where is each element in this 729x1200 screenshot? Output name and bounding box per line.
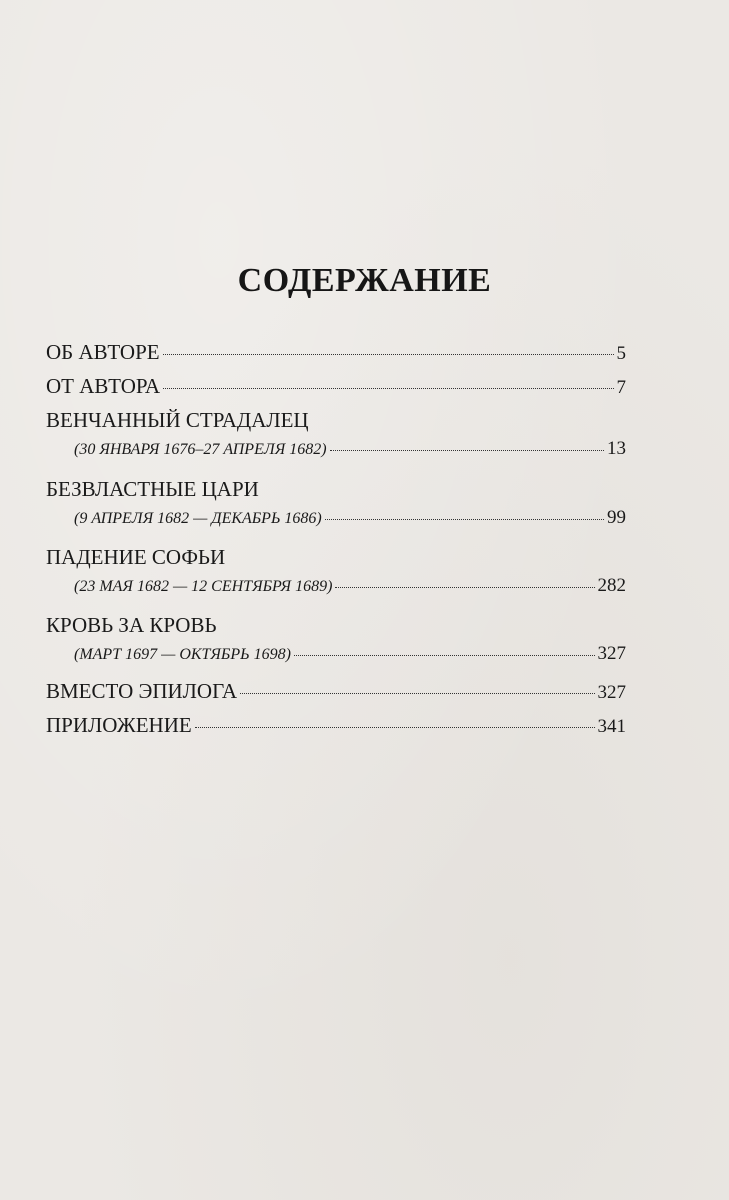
toc-entry-dates: (30 ЯНВАРЯ 1676–27 АПРЕЛЯ 1682) [74,441,327,458]
dot-leader [240,693,594,694]
toc-page-number: 282 [597,575,626,596]
dot-leader [335,587,594,588]
toc-entry [46,438,626,460]
toc-entry [46,713,626,738]
toc-entry [46,679,626,704]
chapter-heading: ВЕНЧАННЫЙ СТРАДАЛЕЦ [46,408,309,432]
dot-leader [325,519,604,520]
toc-entry-label: ПРИЛОЖЕНИЕ [46,713,192,737]
dot-leader [195,727,595,728]
dot-leader [163,388,613,389]
toc-entry [46,374,626,399]
toc-entry-dates: (9 АПРЕЛЯ 1682 — ДЕКАБРЬ 1686) [74,510,322,527]
toc-entry-label: ОТ АВТОРА [46,374,161,398]
toc-entry [46,643,626,665]
dot-leader [330,450,604,451]
toc-entry-label: ВМЕСТО ЭПИЛОГА [46,679,238,703]
dot-leader [163,354,614,355]
table-of-contents [46,0,626,1200]
toc-page-number: 13 [607,438,626,459]
toc-entry-dates: (23 МАЯ 1682 — 12 СЕНТЯБРЯ 1689) [74,578,333,595]
toc-entry [46,340,626,365]
chapter-heading: БЕЗВЛАСТНЫЕ ЦАРИ [46,477,259,501]
toc-page-number: 5 [616,343,626,364]
toc-page-number: 99 [607,507,626,528]
chapter-heading: КРОВЬ ЗА КРОВЬ [46,613,217,637]
toc-entry-dates: (МАРТ 1697 — ОКТЯБРЬ 1698) [74,646,291,663]
chapter-heading: ПАДЕНИЕ СОФЬИ [46,545,226,569]
toc-page-number: 341 [597,716,626,737]
page-title: СОДЕРЖАНИЕ [237,262,492,299]
toc-entry [46,575,626,597]
toc-entry-label: ОБ АВТОРЕ [46,340,160,364]
dot-leader [294,655,595,656]
toc-page-number: 327 [597,643,626,664]
toc-entry [46,507,626,529]
toc-page-number: 327 [597,682,626,703]
toc-page-number: 7 [616,377,626,398]
